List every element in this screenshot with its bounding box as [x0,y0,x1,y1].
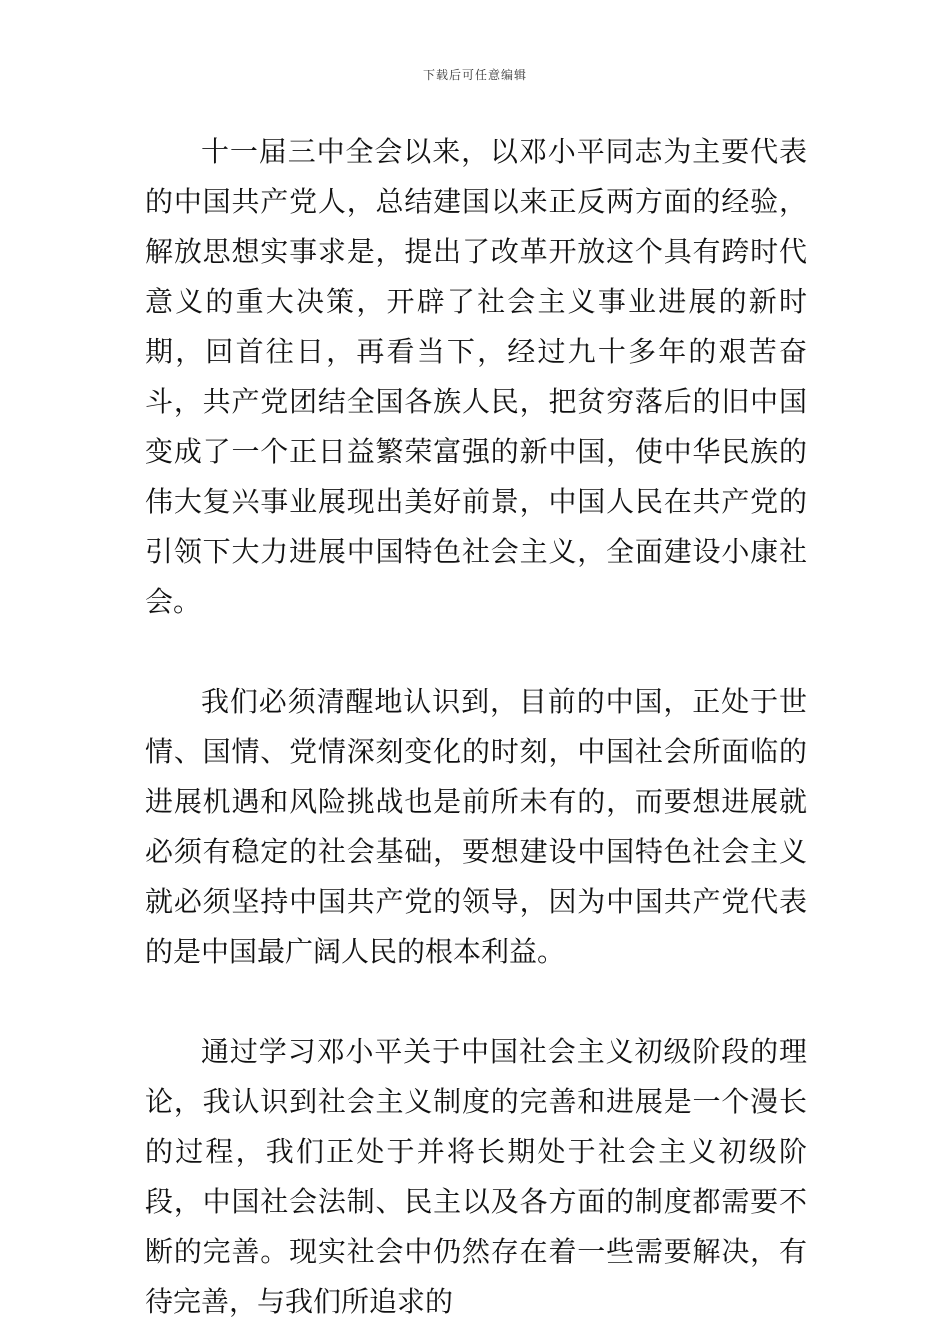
header-note: 下载后可任意编辑 [422,68,527,82]
paragraph-2: 我们必须清醒地认识到，目前的中国，正处于世情、国情、党情深刻变化的时刻，中国社会所面临的进展机遇和风险挑战也是前所未有的，而要想进展就必须有稳定的社会基础，要想建设中国特色社会主义就必须坚持中国共产党的领导，因为中国共产党代表的是中国最广阔人民的根本利益。 [145,685,807,968]
document-body [145,127,807,1327]
paragraph-3: 通过学习邓小平关于中国社会主义初级阶段的理论，我认识到社会主义制度的完善和进展是一个漫长的过程，我们正处于并将长期处于社会主义初级阶段，中国社会法制、民主以及各方面的制度都需要不断的完善。现实社会中仍然存在着一些需要解决，有待完善，与我们所追求的 [145,1035,807,1318]
paragraph-1: 十一届三中全会以来，以邓小平同志为主要代表的中国共产党人，总结建国以来正反两方面的经验，解放思想实事求是，提出了改革开放这个具有跨时代意义的重大决策，开辟了社会主义事业进展的新时期，回首往日，再看当下，经过九十多年的艰苦奋斗，共产党团结全国各族人民，把贫穷落后的旧中国变成了一个正日益繁荣富强的新中国，使中华民族的伟大复兴事业展现出美好前景，中国人民在共产党的引领下大力进展中国特色社会主义，全面建设小康社会。 [145,135,807,618]
